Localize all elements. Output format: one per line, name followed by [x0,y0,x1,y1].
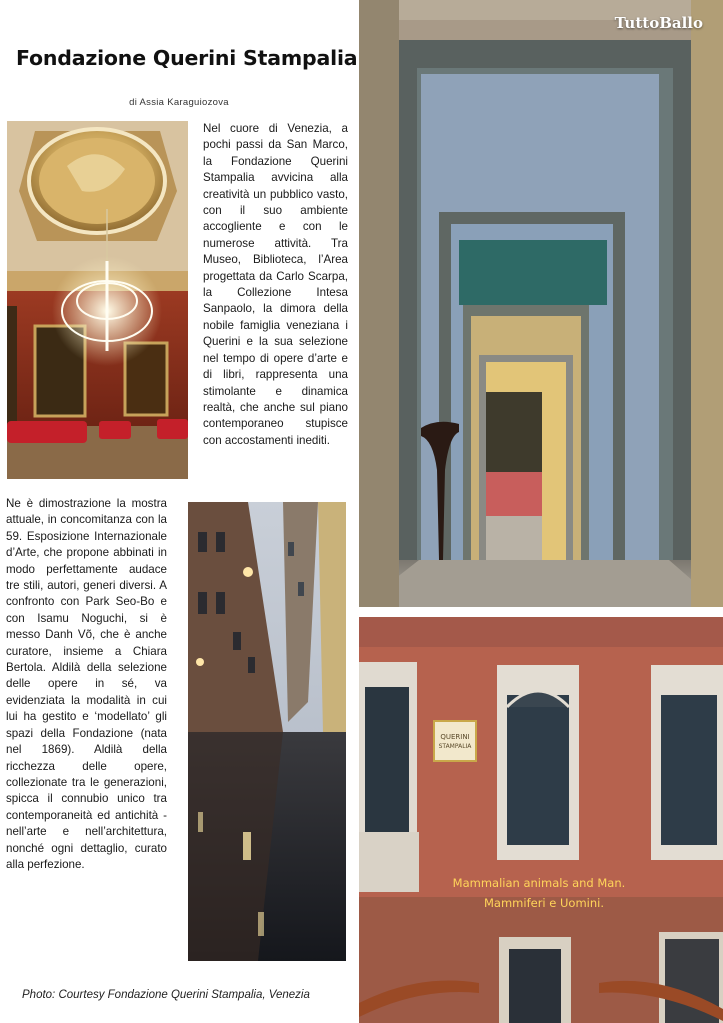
facade-illustration [359,617,723,1023]
article-title: Fondazione Querini Stampalia [16,46,358,70]
plaque-text-1: QUERINI [440,733,470,741]
doorways-illustration [359,0,723,607]
article-paragraph-2: Ne è dimostrazione la mostra attuale, in concomitanza con la 59. Esposizione Internazionale d’Arte, che propone abbinati in modo perfettamente audace tre stili, autori, generi diversi. A confronto con Park Seo-Bo e con Isamu Noguchi, si è messo Danh Võ, che è anche curatore, insieme a Chiara Bertola. Aldilà della selezione delle opere in sé, va evidenziata la modalità in cui lui ha gestito e ‘modellato’ gli spazi della Fondazione (nata nel 1869). Aldilà della ricchezza delle opere, collezionate tra le generazioni, spicca il connubio unico tra contemporaneità ed antichità - nell’arte e nell’architettura, nonché ogni dettaglio, curato alla perfezione. [6,497,167,871]
palace-room-illustration [7,121,188,479]
article-author: di Assia Karaguiozova [129,97,229,108]
neon-text-1: Mammalian animals and Man. [452,876,626,890]
photo-palace-room [7,121,188,479]
photo-caption: Photo: Courtesy Fondazione Querini Stampalia, Venezia [22,989,310,1001]
canal-illustration [188,502,346,961]
brand-logo: TuttoBallo [614,14,703,32]
photo-venice-canal [188,502,346,961]
plaque-text-2: STAMPALIA [438,743,472,750]
photo-facade [359,617,723,1023]
photo-doorways [359,0,723,607]
neon-text-2: Mammiferi e Uomini. [484,896,604,910]
article-paragraph-1: Nel cuore di Venezia, a pochi passi da San Marco, la Fondazione Querini Stampalia avvicina alla creatività un pubblico vasto, con il suo ambiente accogliente e con le numerose attività. Tra Museo, Biblioteca, l’Area progettata da Carlo Scarpa, la Collezione Intesa Sanpaolo, la dimora della nobile famiglia veneziana i Querini e la sua selezione nel tempo di opere d’arte e di libri, rappresenta una stimolante e dinamica realtà, che anche sul piano contemporaneo stupisce con accostamenti inediti. [203,122,348,447]
